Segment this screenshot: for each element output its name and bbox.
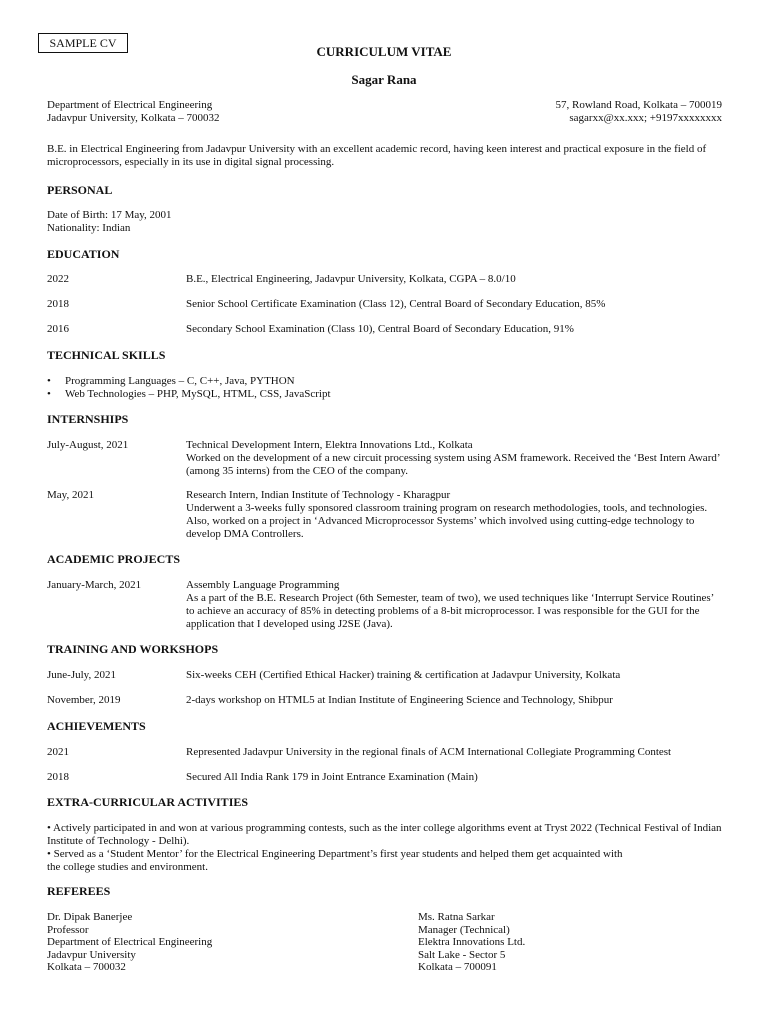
section-heading-internships: INTERNSHIPS (47, 412, 129, 426)
internship-date: July-August, 2021 (47, 439, 129, 451)
referee-right (418, 911, 525, 974)
internship-title: Research Intern, Indian Institute of Technology - Kharagpur (186, 489, 451, 501)
skill-item: • Programming Languages – C, C++, Java, PYTHON (47, 375, 331, 388)
section-heading-personal: PERSONAL (47, 183, 113, 197)
sample-cv-badge: SAMPLE CV (38, 33, 128, 53)
internship-body: Underwent a 3-weeks fully sponsored classroom training program on research methodologies, tools, and technologies. Also, worked on a project in ‘Advanced Microprocessor Systems’ which involved using cutting-edge technology to develop DMA Controllers. (186, 502, 708, 540)
referee-line: Manager (Technical) (418, 923, 510, 936)
education-date: 2018 (47, 298, 69, 310)
summary-paragraph: B.E. in Electrical Engineering from Jadavpur University with an excellent academic record, having keen interest and practical exposure in the field of microprocessors, especially in its use in digital signal processing. (47, 143, 707, 168)
personal-details (47, 209, 172, 235)
training-desc: 2-days workshop on HTML5 at Indian Institute of Engineering Science and Technology, Shibpur (186, 694, 613, 706)
referee-line: Kolkata – 700032 (47, 961, 126, 974)
project-body: As a part of the B.E. Research Project (6th Semester, team of two), we used techniques like ‘Interrupt Service Routines’ to achieve an accuracy of 85% in detecting problems of a 8-bit microprocessor. I was responsible for the GUI for the application that I developed using J2SE (Java). (186, 592, 714, 630)
internship-date: May, 2021 (47, 489, 94, 501)
referee-line: Professor (47, 923, 89, 936)
achievement-date: 2018 (47, 771, 69, 783)
referee-line: Ms. Ratna Sarkar (418, 911, 495, 923)
header-left-line: Department of Electrical Engineering (47, 99, 213, 111)
personal-line: Nationality: Indian (47, 222, 131, 234)
achievement-date: 2021 (47, 746, 69, 758)
header-right-line: 57, Rowland Road, Kolkata – 700019 (555, 99, 722, 111)
project-date: January-March, 2021 (47, 579, 142, 591)
education-date: 2022 (47, 273, 69, 285)
referee-line: Jadavpur University (47, 948, 136, 961)
section-heading-education: EDUCATION (47, 247, 120, 261)
training-date: June-July, 2021 (47, 669, 116, 681)
project-details (186, 579, 721, 631)
education-desc: B.E., Electrical Engineering, Jadavpur University, Kolkata, CGPA – 8.0/10 (186, 273, 516, 285)
referee-left (47, 911, 212, 974)
training-desc: Six-weeks CEH (Certified Ethical Hacker) training & certification at Jadavpur University, Kolkata (186, 669, 621, 681)
skills-list (47, 375, 331, 401)
section-heading-academic-projects: ACADEMIC PROJECTS (47, 552, 181, 566)
section-heading-achievements: ACHIEVEMENTS (47, 719, 146, 733)
header-right-line: sagarxx@xx.xxx; +9197xxxxxxxx (569, 112, 722, 124)
internship-details (186, 489, 721, 541)
achievement-desc: Secured All India Rank 179 in Joint Entrance Examination (Main) (186, 771, 478, 783)
internship-title: Technical Development Intern, Elektra Innovations Ltd., Kolkata (186, 439, 473, 451)
achievement-desc: Represented Jadavpur University in the regional finals of ACM International Collegiate Programming Contest (186, 746, 672, 758)
section-heading-extra-curricular: EXTRA-CURRICULAR ACTIVITIES (47, 795, 249, 809)
document-title: CURRICULUM VITAE (316, 44, 452, 59)
header-left-line: Jadavpur University, Kolkata – 700032 (47, 112, 220, 124)
referee-line: Salt Lake - Sector 5 (418, 948, 506, 961)
referee-line: Elektra Innovations Ltd. (418, 936, 526, 949)
education-desc: Senior School Certificate Examination (Class 12), Central Board of Secondary Education, 85% (186, 298, 606, 310)
extra-curricular-item: • Actively participated in and won at various programming contests, such as the inter college algorithms event at Tryst 2022 (Technical Festival of Indian Institute of Technology - Delhi). (47, 822, 722, 847)
section-heading-referees: REFEREES (47, 884, 111, 898)
section-heading-technical-skills: TECHNICAL SKILLS (47, 348, 166, 362)
extra-curricular-list (47, 822, 722, 874)
education-date: 2016 (47, 323, 69, 335)
training-date: November, 2019 (47, 694, 121, 706)
personal-line: Date of Birth: 17 May, 2001 (47, 209, 172, 221)
referee-line: Department of Electrical Engineering (47, 936, 213, 949)
header-left-address (47, 99, 220, 125)
extra-curricular-item: • Served as a ‘Student Mentor’ for the Electrical Engineering Department’s first year students and helped them get acquainted with the college studies and environment. (47, 848, 623, 873)
internship-details (186, 439, 721, 478)
candidate-name: Sagar Rana (351, 72, 417, 87)
section-heading-training: TRAINING AND WORKSHOPS (47, 642, 219, 656)
project-title: Assembly Language Programming (186, 579, 340, 591)
referee-line: Dr. Dipak Banerjee (47, 911, 133, 923)
header-right-contact (555, 99, 722, 125)
internship-body: Worked on the development of a new circuit processing system using ASM framework. Received the ‘Best Intern Award’ (among 35 interns) from the CEO of the company. (186, 452, 720, 477)
skill-item: • Web Technologies – PHP, MySQL, HTML, CSS, JavaScript (47, 388, 331, 401)
education-desc: Secondary School Examination (Class 10), Central Board of Secondary Education, 91% (186, 323, 574, 335)
referee-line: Kolkata – 700091 (418, 961, 497, 974)
